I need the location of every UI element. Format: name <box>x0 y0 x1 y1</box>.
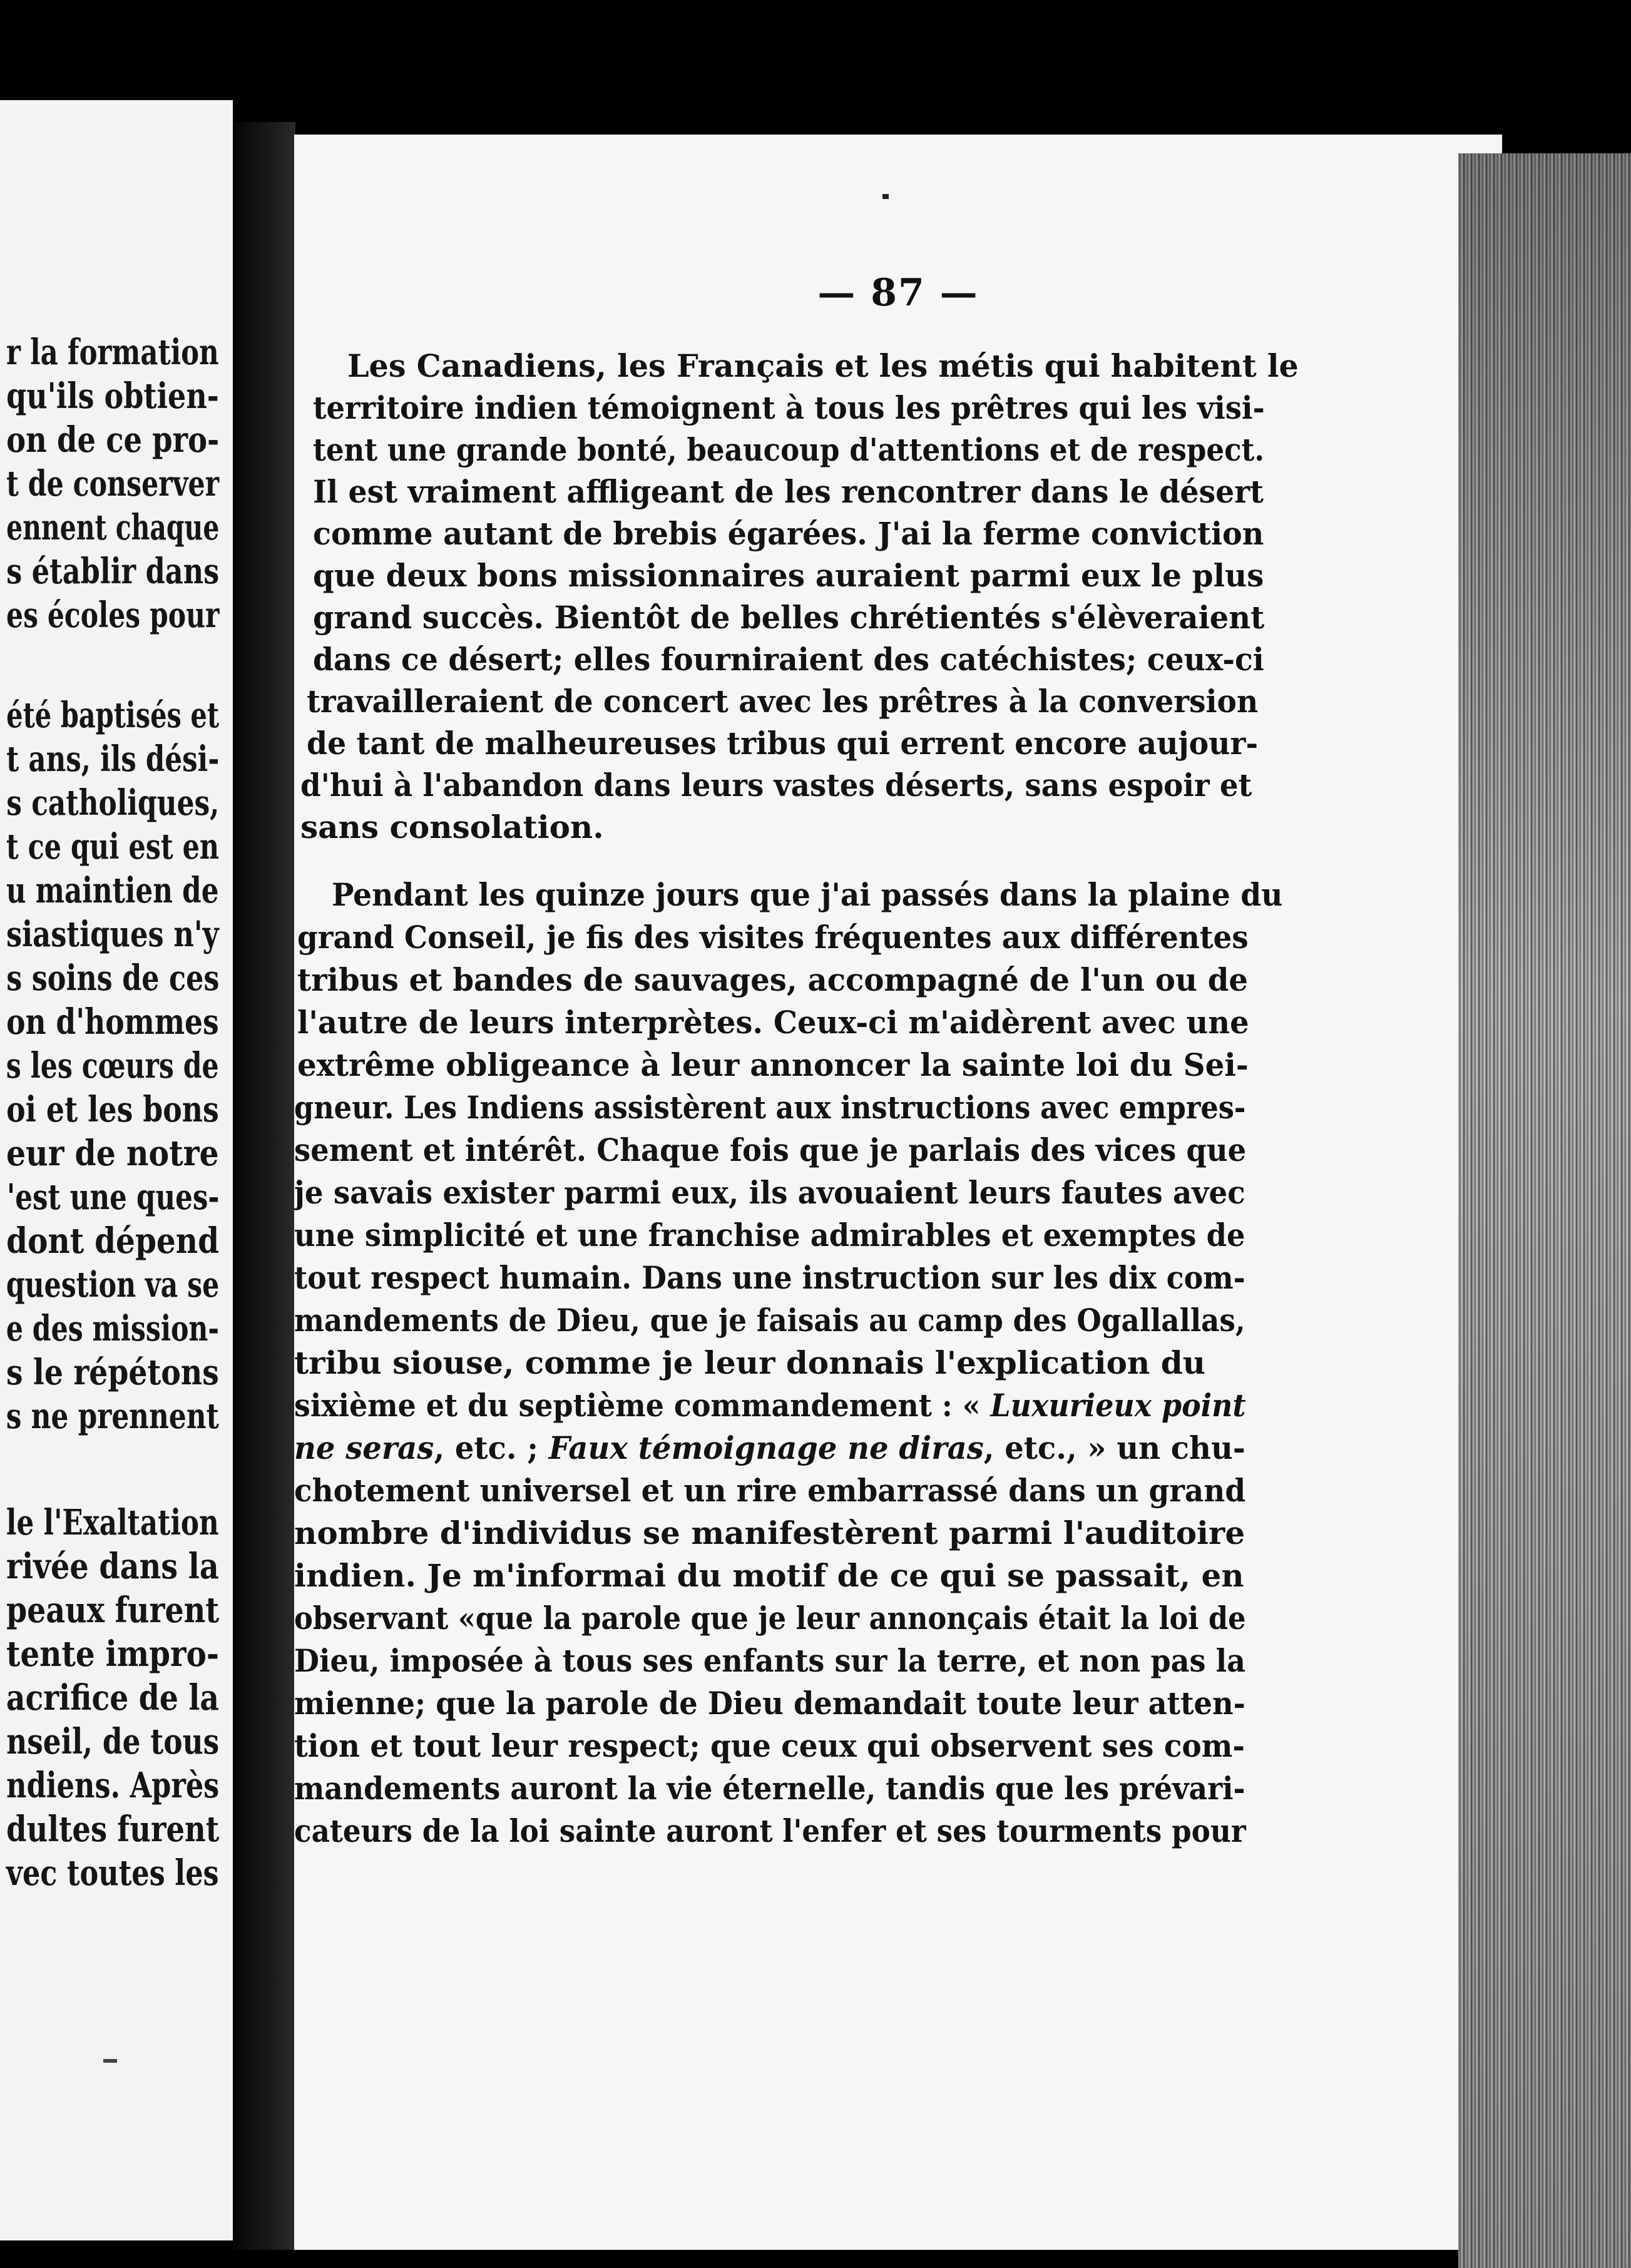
book-gutter <box>233 122 295 2250</box>
left-text-line: s catholiques, <box>6 782 219 824</box>
text-line: territoire indien témoignent à tous les prêtres qui les visi- <box>313 389 1265 426</box>
left-text-line: r la formation <box>6 332 219 373</box>
text-line: mandements de Dieu, que je faisais au camp des Ogallallas, <box>294 1302 1245 1339</box>
left-text-line: ndiens. Après <box>6 1765 219 1806</box>
text-line: sement et intérêt. Chaque fois que je parlais des vices que <box>294 1131 1247 1168</box>
left-text-line: oi et les bons <box>6 1089 219 1130</box>
left-text-line: peaux furent <box>6 1590 219 1631</box>
left-text-line: dont dépend <box>6 1220 219 1262</box>
text-line: d'hui à l'abandon dans leurs vastes déserts, sans espoir et <box>300 767 1252 804</box>
left-text-line: on d'hommes <box>6 1001 219 1043</box>
text-line: gneur. Les Indiens assistèrent aux instructions avec empres- <box>294 1089 1246 1126</box>
left-text-line: 'est une ques- <box>6 1177 219 1218</box>
text-line: mienne; que la parole de Dieu demandait toute leur atten- <box>294 1685 1245 1722</box>
text-line: mandements auront la vie éternelle, tandis que les prévari- <box>294 1770 1245 1807</box>
left-text-line: s les cœurs de <box>6 1045 219 1086</box>
left-text-line: s ne prennent <box>6 1396 219 1437</box>
text-line: tent une grande bonté, beaucoup d'attentions et de respect. <box>313 431 1265 468</box>
text-line: je savais exister parmi eux, ils avouaient leurs fautes avec <box>294 1174 1245 1211</box>
text-line: cateurs de la loi sainte auront l'enfer et ses tourments pour <box>294 1812 1246 1849</box>
left-text-line: s le répétons <box>6 1352 219 1393</box>
left-text-line: s soins de ces <box>6 958 219 999</box>
right-page <box>294 135 1502 2250</box>
page-edges <box>1458 153 1631 2268</box>
left-text-line: vec toutes les <box>6 1852 219 1894</box>
left-text-line: acrifice de la <box>6 1677 219 1719</box>
italic-quote: ne seras <box>294 1429 434 1466</box>
italic-quote: Faux témoignage ne diras <box>548 1429 984 1466</box>
text-line: ne seras, etc. ; Faux témoignage ne diras, etc., » un chu- <box>294 1429 1245 1466</box>
text-line: tion et tout leur respect; que ceux qui observent ses com- <box>294 1727 1245 1764</box>
text-line: observant «que la parole que je leur annonçais était la loi de <box>294 1600 1246 1637</box>
left-text-line: eur de notre <box>6 1133 219 1174</box>
text-line: grand Conseil, je fis des visites fréquentes aux différentes <box>297 919 1249 956</box>
text-line: que deux bons missionnaires auraient parmi eux le plus <box>313 557 1264 594</box>
text-line: indien. Je m'informai du motif de ce qui se passait, en <box>294 1557 1244 1594</box>
page-mark <box>103 2059 117 2063</box>
left-text-line: nseil, de tous <box>6 1721 219 1762</box>
left-text-line: dultes furent <box>6 1809 219 1850</box>
text-line: Pendant les quinze jours que j'ai passés dans la plaine du <box>332 876 1283 913</box>
italic-quote: Luxurieux point <box>990 1387 1246 1424</box>
left-page <box>0 100 233 2240</box>
printer-mark <box>882 194 889 199</box>
left-text-line: question va se <box>6 1264 219 1305</box>
left-text-line: t ce qui est en <box>6 826 219 867</box>
left-text-line: t de conserver <box>6 463 219 504</box>
left-text-line: on de ce pro- <box>6 419 219 461</box>
text-line: chotement universel et un rire embarrassé dans un grand <box>294 1472 1246 1509</box>
text-line: travailleraient de concert avec les prêtres à la conversion <box>307 683 1259 720</box>
page-number: — 87 — <box>817 271 979 315</box>
left-text-line: u maintien de <box>6 870 219 911</box>
text-line: Il est vraiment affligeant de les rencontrer dans le désert <box>313 473 1264 510</box>
left-text-line: ennent chaque <box>6 507 219 548</box>
left-text-line: tente impro- <box>6 1633 219 1675</box>
left-text-line: s établir dans <box>6 551 219 592</box>
text-line: dans ce désert; elles fourniraient des catéchistes; ceux-ci <box>313 641 1264 678</box>
left-text-line: es écoles pour <box>6 595 219 636</box>
text-line: tribu siouse, comme je leur donnais l'explication du <box>294 1344 1206 1381</box>
text-line: tribus et bandes de sauvages, accompagné de l'un ou de <box>297 961 1249 998</box>
left-text-line: été baptisés et <box>6 695 219 736</box>
left-text-line: le l'Exaltation <box>6 1502 219 1543</box>
left-text-line: e des mission- <box>6 1308 219 1349</box>
text-line: sans consolation. <box>300 809 604 845</box>
text-line: comme autant de brebis égarées. J'ai la ferme conviction <box>313 515 1264 552</box>
text-line: tout respect humain. Dans une instruction sur les dix com- <box>294 1259 1245 1296</box>
left-text-line: t ans, ils dési- <box>6 738 219 780</box>
left-text-line: qu'ils obtien- <box>6 375 219 417</box>
left-text-line: rivée dans la <box>6 1546 219 1587</box>
text-line: une simplicité et une franchise admirables et exemptes de <box>294 1217 1245 1254</box>
text-line: extrême obligeance à leur annoncer la sainte loi du Sei- <box>297 1046 1249 1083</box>
text-line: Dieu, imposée à tous ses enfants sur la terre, et non pas la <box>294 1642 1246 1679</box>
text-line: Les Canadiens, les Français et les métis qui habitent le <box>347 347 1299 384</box>
text-line: de tant de malheureuses tribus qui errent encore aujour- <box>307 725 1259 762</box>
text-line: grand succès. Bientôt de belles chrétientés s'élèveraient <box>313 599 1265 636</box>
text-line: sixième et du septième commandement : « Luxurieux point <box>294 1387 1246 1424</box>
text-line: nombre d'individus se manifestèrent parmi l'auditoire <box>294 1515 1245 1551</box>
left-text-line: siastiques n'y <box>6 914 219 955</box>
text-line: l'autre de leurs interprètes. Ceux-ci m'aidèrent avec une <box>297 1004 1249 1041</box>
